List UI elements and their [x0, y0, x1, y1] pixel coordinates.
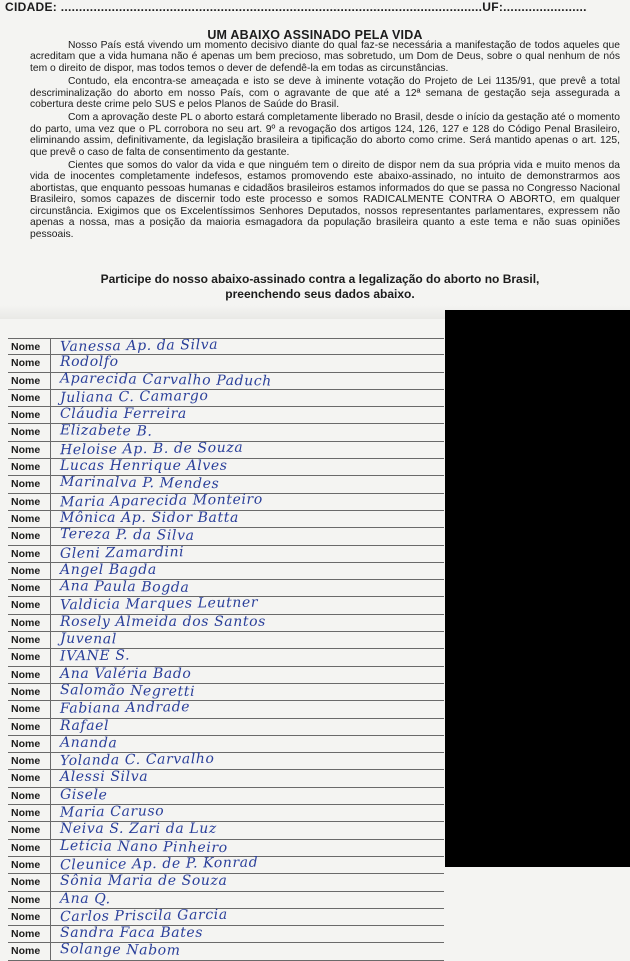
- handwritten-signature: Letícia Nano Pinheiro: [59, 837, 228, 856]
- handwritten-signature: Marinalva P. Mendes: [59, 474, 220, 493]
- handwritten-signature: Ana Valéria Bado: [60, 665, 192, 682]
- handwritten-signature: Gisele: [59, 786, 108, 804]
- nome-label: Nome: [8, 770, 51, 786]
- handwritten-signature: Valdicia Marques Leutner: [59, 595, 259, 614]
- paragraph-4: Cientes que somos do valor da vida e que ninguém tem o direito de dispor nem da sua própria vida e muito menos da vida de inocentes completamente indefesos, estamos promovendo este abaixo-assinado, no intuito de demonstrarmos aos abortistas, que enquanto pessoas humanas e cidadãos brasileiros estamos informados do que se passa no Congresso Nacional Brasileiro, somos capazes de discernir todo este processo e somos RADICALMENTE CONTRA O ABORTO, em qualquer circunstância. Exigimos que os Excelentíssimos Senhores Deputados, nossos representantes parlamentares, expressem não apenas a nossa, mas a posição da maioria esmagadora da população brasileira quanto a este tema e não suas opiniões pessoais.: [30, 160, 620, 240]
- nome-label: Nome: [8, 667, 51, 683]
- nome-label: Nome: [8, 339, 51, 354]
- nome-label: Nome: [8, 788, 51, 804]
- handwritten-signature: Fabiana Andrade: [59, 699, 191, 718]
- handwritten-signature: IVANE S.: [59, 647, 131, 665]
- nome-label: Nome: [8, 580, 51, 596]
- nome-label: Nome: [8, 494, 51, 510]
- handwritten-signature: Salomão Negretti: [59, 681, 196, 700]
- handwritten-signature: Neiva S. Zari da Luz: [60, 821, 217, 838]
- handwritten-signature: Gleni Zamardini: [59, 543, 185, 562]
- handwritten-signature: Vanessa Ap. da Silva: [59, 336, 219, 356]
- nome-label: Nome: [8, 528, 51, 544]
- handwritten-signature: Ana Q.: [59, 890, 111, 907]
- handwritten-signature: Angel Bagda: [60, 561, 157, 578]
- nome-label: Nome: [8, 926, 51, 942]
- nome-label: Nome: [8, 684, 51, 700]
- redaction-block: [445, 310, 630, 867]
- cta-line-1: Participe do nosso abaixo-assinado contra a legalização do aborto no Brasil,: [100, 272, 540, 286]
- nome-label: Nome: [8, 511, 51, 527]
- nome-label: Nome: [8, 909, 51, 925]
- document-title: UM ABAIXO ASSINADO PELA VIDA: [207, 28, 423, 42]
- nome-label: Nome: [8, 424, 51, 440]
- handwritten-signature: Rafael: [60, 717, 110, 734]
- paragraph-2: Contudo, ela encontra-se ameaçada e isto se deve à iminente votação do Projeto de Lei 1135/91, que prevê a total descriminalização do aborto em nosso País, com o agravante de que até a 12ª semana de gestação seja assegurada a cobertura deste crime pelo SUS e pelos Planos de Saúde do Brasil.: [30, 76, 620, 111]
- nome-label: Nome: [8, 892, 51, 908]
- handwritten-signature: Mônica Ap. Sidor Batta: [60, 509, 239, 526]
- signature-row: [8, 943, 444, 960]
- call-to-action: [60, 272, 580, 302]
- nome-label: Nome: [8, 615, 51, 631]
- nome-label: Nome: [8, 840, 51, 856]
- nome-label: Nome: [8, 355, 51, 371]
- handwritten-signature: Sônia Maria de Souza: [60, 873, 228, 890]
- nome-label: Nome: [8, 546, 51, 562]
- handwritten-signature: Yolanda C. Carvalho: [59, 751, 215, 770]
- nome-label: Nome: [8, 943, 51, 959]
- handwritten-signature: Alessi Silva: [60, 769, 149, 786]
- signature-table: [8, 338, 444, 961]
- nome-label: Nome: [8, 701, 51, 717]
- handwritten-signature: Maria Caruso: [59, 803, 165, 821]
- nome-label: Nome: [8, 373, 51, 389]
- handwritten-signature: Tereza P. da Silva: [59, 526, 195, 545]
- handwritten-signature: Rosely Almeida dos Santos: [60, 613, 266, 630]
- cidade-field: CIDADE: ....................................................................................................................UF:.......................: [5, 0, 587, 14]
- header: [0, 0, 630, 14]
- nome-label: Nome: [8, 476, 51, 492]
- handwritten-signature: Ananda: [59, 734, 118, 752]
- nome-label: Nome: [8, 857, 51, 873]
- nome-label: Nome: [8, 649, 51, 665]
- handwritten-signature: Cláudia Ferreira: [60, 406, 187, 423]
- nome-label: Nome: [8, 563, 51, 579]
- handwritten-signature: Aparecida Carvalho Paduch: [59, 370, 272, 390]
- nome-label: Nome: [8, 459, 51, 475]
- nome-label: Nome: [8, 736, 51, 752]
- nome-label: Nome: [8, 442, 51, 458]
- handwritten-signature: Ana Paula Bogda: [59, 578, 190, 597]
- paragraph-3: Com a aprovação deste PL o aborto estará completamente liberado no Brasil, desde o início da gestação até o momento do parto, uma vez que o PL corrobora no seu art. 9º a revogação dos artigos 124, 126, 127 e 128 do Código Penal Brasileiro, eliminando assim, definitivamente, da legislação brasileira a tipificação do aborto como crime. Será mantido apenas o art. 125, que prevê o caso de falta de consentimento da gestante.: [30, 112, 620, 158]
- handwritten-signature: Maria Aparecida Monteiro: [59, 491, 263, 511]
- nome-label: Nome: [8, 753, 51, 769]
- handwritten-signature: Elizabete B.: [59, 422, 153, 441]
- petition-body: [30, 40, 620, 242]
- nome-label: Nome: [8, 597, 51, 613]
- handwritten-signature: Cleunice Ap. de P. Konrad: [59, 854, 259, 874]
- nome-label: Nome: [8, 805, 51, 821]
- handwritten-signature: Rodolfo: [60, 354, 119, 371]
- handwritten-signature: Solange Nabom: [59, 941, 181, 960]
- nome-label: Nome: [8, 390, 51, 406]
- handwritten-signature: Juliana C. Camargo: [59, 387, 209, 406]
- nome-label: Nome: [8, 407, 51, 423]
- handwritten-signature: Heloise Ap. B. de Souza: [59, 439, 244, 459]
- nome-label: Nome: [8, 874, 51, 890]
- cta-line-2: preenchendo seus dados abaixo.: [225, 287, 415, 301]
- paragraph-1: Nosso País está vivendo um momento decisivo diante do qual faz-se necessária a manifestação de todos aqueles que acreditam que a vida humana não é apenas um bem precioso, mas sobretudo, um Dom de Deus, sobre o qual nenhum de nós tem o direito de dispor, mas todos temos o dever de defendê-la em todas as circunstâncias.: [30, 40, 620, 74]
- handwritten-signature: Sandra Faca Bates: [60, 925, 204, 942]
- nome-label: Nome: [8, 719, 51, 735]
- nome-label: Nome: [8, 822, 51, 838]
- nome-label: Nome: [8, 632, 51, 648]
- handwritten-signature: Lucas Henrique Alves: [60, 458, 228, 475]
- handwritten-signature: Carlos Priscila Garcia: [59, 906, 228, 925]
- handwritten-signature: Juvenal: [59, 630, 117, 648]
